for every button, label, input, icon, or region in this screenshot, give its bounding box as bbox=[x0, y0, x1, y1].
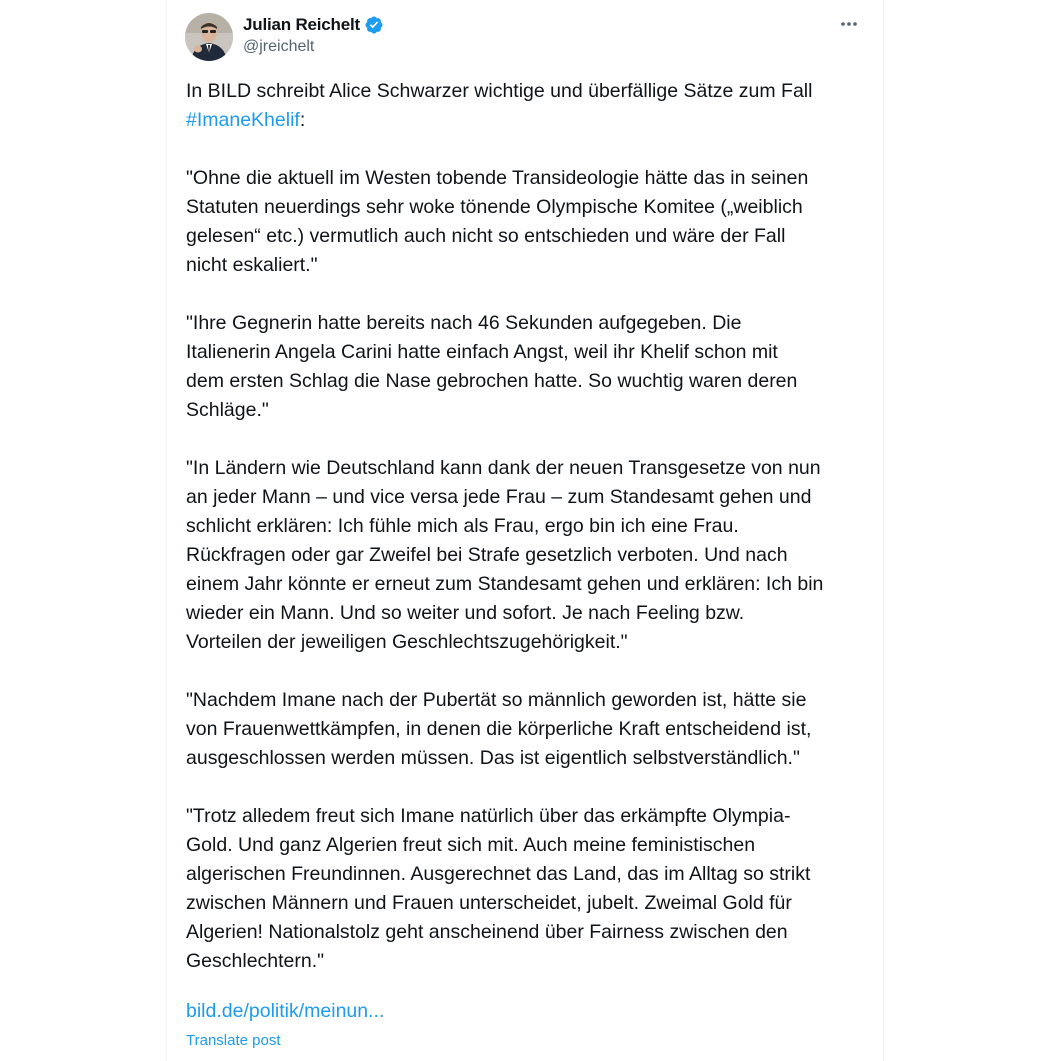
post-paragraph: "Trotz alledem freut sich Imane natürlich über das erkämpfte Olympia- Gold. Und ganz Algerien freut sich mit. Auch meine feministischen algerischen Freundinnen. Ausgerechnet das Land, das im Alltag so strikt zwischen Männern und Frauen unterscheidet, jubelt. Zweimal Gold für Algerien! Nationalstolz geht anscheinend über Fairness zwischen den Geschlechtern." bbox=[186, 805, 811, 972]
post-intro bbox=[186, 77, 876, 135]
more-options-button[interactable] bbox=[835, 12, 863, 36]
profile-photo-icon bbox=[185, 13, 233, 61]
post-paragraph: "Nachdem Imane nach der Pubertät so männlich geworden ist, hätte sie von Frauenwettkämpfen, in denen die körperliche Kraft entscheidend ist, ausgeschlossen werden müssen. Das ist eigentlich selbstverständlich." bbox=[186, 689, 812, 769]
avatar[interactable] bbox=[185, 13, 233, 61]
translate-post-button[interactable]: Translate post bbox=[186, 1032, 281, 1049]
article-link[interactable]: bild.de/politik/meinun... bbox=[186, 1000, 385, 1022]
more-options-icon bbox=[839, 14, 859, 34]
post-intro-suffix: : bbox=[299, 109, 306, 131]
article-link-row bbox=[186, 997, 384, 1026]
post-paragraph: "In Ländern wie Deutschland kann dank der neuen Transgesetze von nun an jeder Mann – und vice versa jede Frau – zum Standesamt gehen und schlicht erklären: Ich fühle mich als Frau, ergo bin ich eine Frau. Rückfragen oder gar Zweifel bei Strafe gesetzlich verboten. Und nach einem Jahr könnte er erneut zum Standesamt gehen und erklären: Ich bin wieder ein Mann. Und so weiter und sofort. Je nach Feeling bzw. Vorteilen der jeweiligen Geschlechtszugehörigkeit." bbox=[186, 457, 824, 653]
post-card bbox=[166, 0, 884, 1061]
author-name-row bbox=[243, 13, 384, 37]
verified-badge-icon bbox=[364, 15, 384, 35]
hashtag-link[interactable]: #ImaneKhelif bbox=[186, 109, 300, 131]
post-paragraph: "Ohne die aktuell im Westen tobende Transideologie hätte das in seinen Statuten neuerdings sehr woke tönende Olympische Komitee („weiblich gelesen“ etc.) vermutlich auch nicht so entschieden und wäre der Fall nicht eskaliert." bbox=[186, 167, 809, 276]
post-body bbox=[186, 77, 876, 1005]
author-handle[interactable]: @jreichelt bbox=[243, 38, 315, 55]
post-intro-text: In BILD schreibt Alice Schwarzer wichtige und überfällige Sätze zum Fall bbox=[186, 80, 813, 102]
post-paragraph: "Ihre Gegnerin hatte bereits nach 46 Sekunden aufgegeben. Die Italienerin Angela Carini hatte einfach Angst, weil ihr Khelif schon mit dem ersten Schlag die Nase gebrochen hatte. So wuchtig waren deren Schläge." bbox=[186, 312, 798, 421]
author-name[interactable]: Julian Reichelt bbox=[243, 15, 360, 34]
